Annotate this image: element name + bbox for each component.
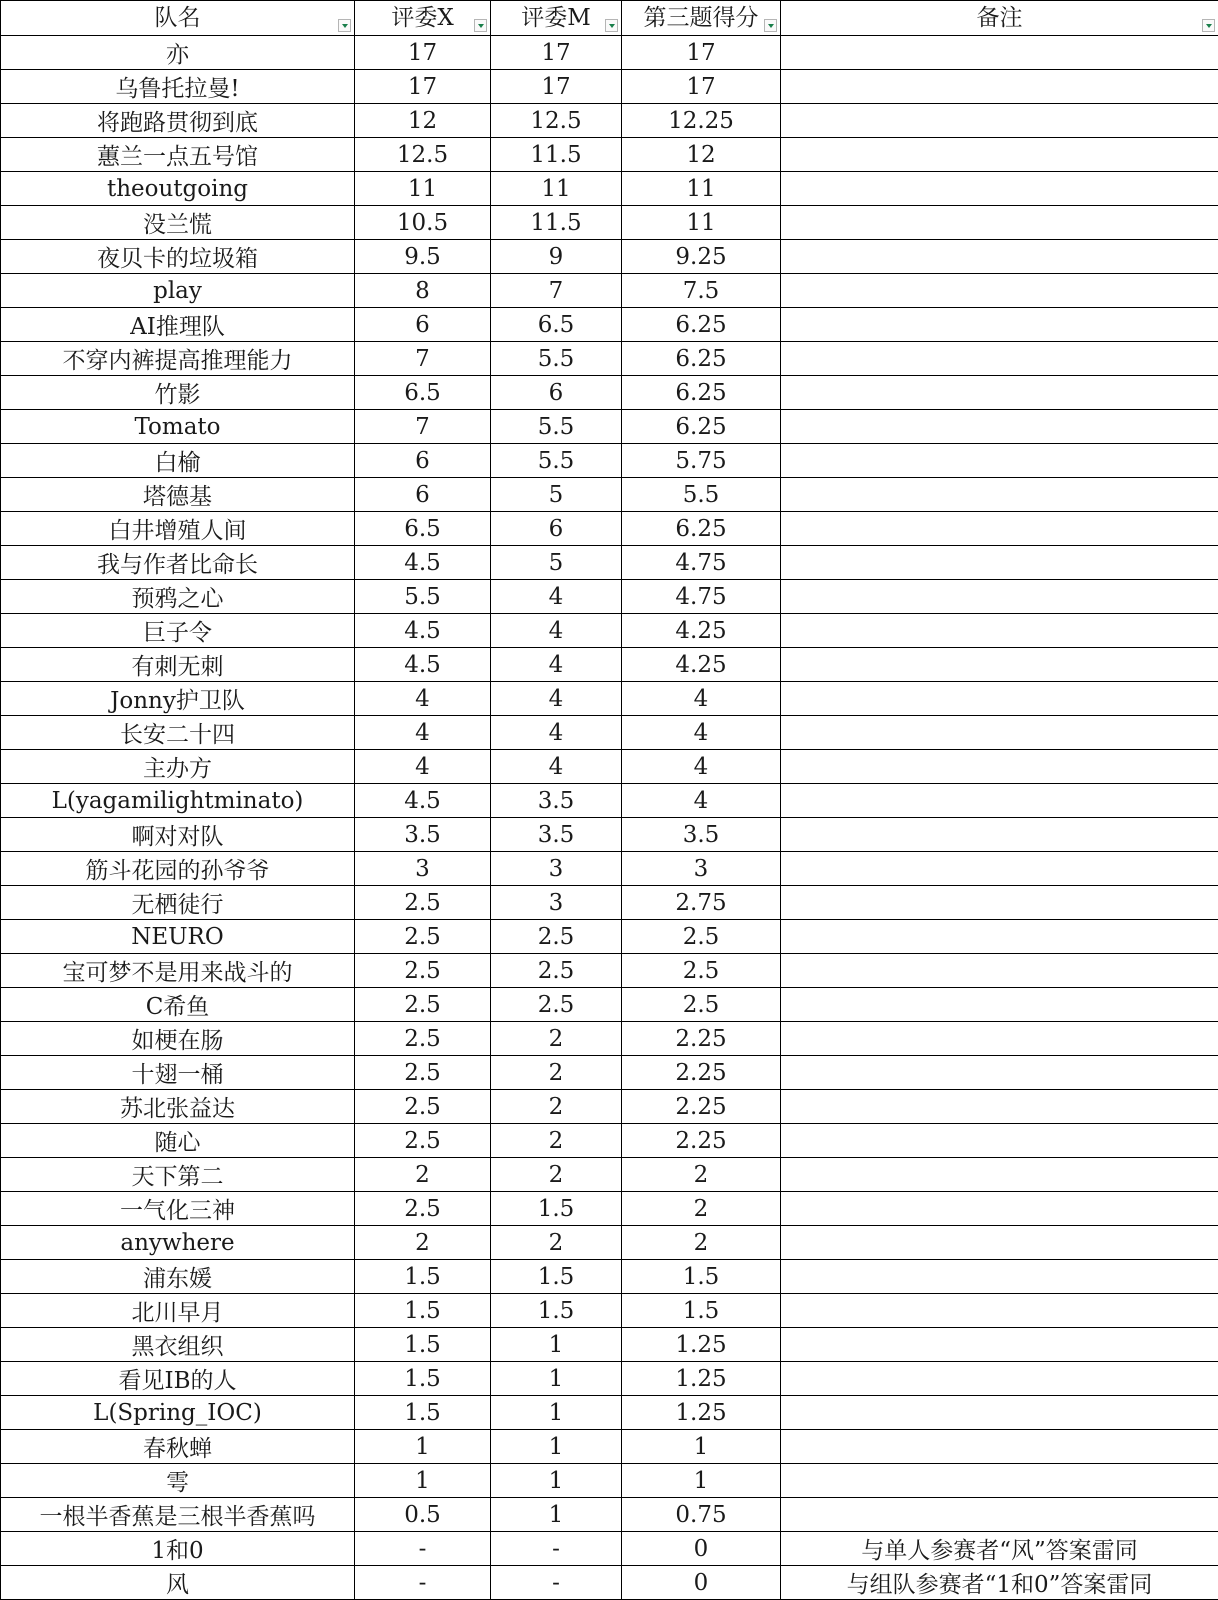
score-cell[interactable]: 2.25: [622, 1022, 781, 1056]
note-cell[interactable]: [781, 444, 1218, 478]
filter-dropdown-icon[interactable]: [338, 19, 351, 32]
note-cell[interactable]: [781, 1498, 1218, 1532]
table-row: [1, 36, 1218, 70]
table-row: [1, 682, 1218, 716]
score-cell[interactable]: 7.5: [622, 274, 781, 308]
note-cell[interactable]: [781, 342, 1218, 376]
note-cell[interactable]: [781, 138, 1218, 172]
table-row: [1, 1158, 1218, 1192]
score-cell[interactable]: 2: [622, 1192, 781, 1226]
table-row: [1, 478, 1218, 512]
table-row: [1, 1396, 1218, 1430]
judge-x-cell[interactable]: 1.5: [355, 1294, 491, 1328]
table-row: [1, 376, 1218, 410]
judge-m-cell[interactable]: 3.5: [491, 818, 622, 852]
note-cell[interactable]: [781, 1124, 1218, 1158]
score-cell[interactable]: 2: [622, 1158, 781, 1192]
judge-m-cell[interactable]: 6: [491, 376, 622, 410]
table-row: [1, 852, 1218, 886]
note-cell[interactable]: [781, 546, 1218, 580]
note-cell[interactable]: [781, 478, 1218, 512]
note-cell[interactable]: [781, 206, 1218, 240]
table-row: [1, 1294, 1218, 1328]
score-cell[interactable]: 2.25: [622, 1056, 781, 1090]
note-cell[interactable]: 与组队参赛者“1和0”答案雷同: [781, 1566, 1218, 1600]
score-cell[interactable]: 2.75: [622, 886, 781, 920]
judge-m-cell[interactable]: 4: [491, 716, 622, 750]
judge-x-cell[interactable]: 1.5: [355, 1396, 491, 1430]
judge-m-cell[interactable]: 9: [491, 240, 622, 274]
note-cell[interactable]: [781, 988, 1218, 1022]
table-row: [1, 648, 1218, 682]
header-judge-x: [355, 1, 491, 36]
note-cell[interactable]: [781, 376, 1218, 410]
table-row: [1, 750, 1218, 784]
score-cell[interactable]: 9.25: [622, 240, 781, 274]
header-score: [622, 1, 781, 36]
judge-m-cell[interactable]: 6.5: [491, 308, 622, 342]
judge-m-cell[interactable]: 2: [491, 1226, 622, 1260]
team-cell[interactable]: C希鱼: [1, 988, 355, 1022]
note-cell[interactable]: [781, 1464, 1218, 1498]
score-cell[interactable]: 6.25: [622, 342, 781, 376]
table-row: [1, 784, 1218, 818]
judge-m-cell[interactable]: 1: [491, 1498, 622, 1532]
table-row: [1, 274, 1218, 308]
score-cell[interactable]: 4: [622, 750, 781, 784]
score-cell[interactable]: 2: [622, 1226, 781, 1260]
filter-dropdown-icon[interactable]: [764, 19, 777, 32]
table-row: [1, 70, 1218, 104]
judge-m-cell[interactable]: 4: [491, 648, 622, 682]
judge-m-cell[interactable]: 1.5: [491, 1260, 622, 1294]
judge-m-cell[interactable]: 3: [491, 852, 622, 886]
judge-x-cell[interactable]: 12: [355, 104, 491, 138]
note-cell[interactable]: [781, 852, 1218, 886]
table-row: [1, 1022, 1218, 1056]
score-cell[interactable]: 1.25: [622, 1396, 781, 1430]
score-cell[interactable]: 4.75: [622, 580, 781, 614]
judge-x-cell[interactable]: -: [355, 1566, 491, 1600]
team-cell[interactable]: 塔德基: [1, 478, 355, 512]
note-cell[interactable]: [781, 308, 1218, 342]
judge-x-cell[interactable]: 2.5: [355, 1022, 491, 1056]
team-cell[interactable]: 随心: [1, 1124, 355, 1158]
judge-x-cell[interactable]: 2.5: [355, 1124, 491, 1158]
score-cell[interactable]: 11: [622, 172, 781, 206]
score-cell[interactable]: 3: [622, 852, 781, 886]
note-cell[interactable]: [781, 1362, 1218, 1396]
header-judge-m-label: 评委M: [521, 1, 591, 35]
judge-x-cell[interactable]: 4: [355, 716, 491, 750]
score-cell[interactable]: 3.5: [622, 818, 781, 852]
score-cell[interactable]: 1.25: [622, 1328, 781, 1362]
score-cell[interactable]: 4: [622, 716, 781, 750]
team-cell[interactable]: 竹影: [1, 376, 355, 410]
note-cell[interactable]: [781, 104, 1218, 138]
header-row: [1, 1, 1218, 36]
score-cell[interactable]: 6.25: [622, 376, 781, 410]
score-cell[interactable]: 12: [622, 138, 781, 172]
team-cell[interactable]: 白榆: [1, 444, 355, 478]
team-cell[interactable]: 白井增殖人间: [1, 512, 355, 546]
note-cell[interactable]: [781, 274, 1218, 308]
team-cell[interactable]: 雩: [1, 1464, 355, 1498]
note-cell[interactable]: [781, 920, 1218, 954]
team-cell[interactable]: 浦东媛: [1, 1260, 355, 1294]
judge-x-cell[interactable]: 7: [355, 410, 491, 444]
judge-x-cell[interactable]: 0.5: [355, 1498, 491, 1532]
judge-x-cell[interactable]: 11: [355, 172, 491, 206]
filter-dropdown-icon[interactable]: [1202, 19, 1215, 32]
judge-m-cell[interactable]: 3: [491, 886, 622, 920]
table-row: [1, 886, 1218, 920]
judge-m-cell[interactable]: 2: [491, 1056, 622, 1090]
judge-m-cell[interactable]: 4: [491, 580, 622, 614]
judge-m-cell[interactable]: 2: [491, 1158, 622, 1192]
note-cell[interactable]: [781, 1022, 1218, 1056]
judge-x-cell[interactable]: 2.5: [355, 1090, 491, 1124]
judge-x-cell[interactable]: 7: [355, 342, 491, 376]
score-cell[interactable]: 5.5: [622, 478, 781, 512]
judge-x-cell[interactable]: 2: [355, 1158, 491, 1192]
judge-x-cell[interactable]: 1.5: [355, 1260, 491, 1294]
header-note: [781, 1, 1218, 36]
team-cell[interactable]: 没兰慌: [1, 206, 355, 240]
table-row: [1, 1430, 1218, 1464]
score-cell[interactable]: 4.25: [622, 648, 781, 682]
note-cell[interactable]: [781, 750, 1218, 784]
judge-m-cell[interactable]: 5: [491, 478, 622, 512]
score-cell[interactable]: 1: [622, 1464, 781, 1498]
table-row: [1, 614, 1218, 648]
table-row: [1, 1362, 1218, 1396]
note-cell[interactable]: [781, 1192, 1218, 1226]
table-row: [1, 1192, 1218, 1226]
team-cell[interactable]: 如梗在肠: [1, 1022, 355, 1056]
team-cell[interactable]: 主办方: [1, 750, 355, 784]
judge-m-cell[interactable]: 1: [491, 1362, 622, 1396]
score-cell[interactable]: 17: [622, 70, 781, 104]
judge-m-cell[interactable]: 1: [491, 1396, 622, 1430]
judge-x-cell[interactable]: 4: [355, 750, 491, 784]
table-row: [1, 1090, 1218, 1124]
judge-m-cell[interactable]: 1: [491, 1430, 622, 1464]
score-cell[interactable]: 4.25: [622, 614, 781, 648]
judge-x-cell[interactable]: 6: [355, 308, 491, 342]
team-cell[interactable]: AI推理队: [1, 308, 355, 342]
note-cell[interactable]: [781, 784, 1218, 818]
score-cell[interactable]: 0: [622, 1566, 781, 1600]
note-cell[interactable]: [781, 70, 1218, 104]
note-cell[interactable]: [781, 1226, 1218, 1260]
note-cell[interactable]: [781, 1260, 1218, 1294]
team-cell[interactable]: 有刺无刺: [1, 648, 355, 682]
score-cell[interactable]: 1.5: [622, 1260, 781, 1294]
team-cell[interactable]: Tomato: [1, 410, 355, 444]
table-body: [1, 36, 1218, 1600]
note-cell[interactable]: [781, 954, 1218, 988]
judge-x-cell[interactable]: 6.5: [355, 376, 491, 410]
team-cell[interactable]: 预鸦之心: [1, 580, 355, 614]
team-cell[interactable]: 将跑路贯彻到底: [1, 104, 355, 138]
judge-m-cell[interactable]: 1.5: [491, 1294, 622, 1328]
table-row: [1, 920, 1218, 954]
judge-x-cell[interactable]: 3: [355, 852, 491, 886]
judge-m-cell[interactable]: -: [491, 1566, 622, 1600]
note-cell[interactable]: [781, 682, 1218, 716]
table-row: [1, 104, 1218, 138]
judge-m-cell[interactable]: 1: [491, 1328, 622, 1362]
score-cell[interactable]: 12.25: [622, 104, 781, 138]
judge-x-cell[interactable]: 10.5: [355, 206, 491, 240]
judge-x-cell[interactable]: 1: [355, 1430, 491, 1464]
judge-x-cell[interactable]: 2.5: [355, 954, 491, 988]
table-row: [1, 206, 1218, 240]
team-cell[interactable]: 乌鲁托拉曼!: [1, 70, 355, 104]
table-row: [1, 988, 1218, 1022]
header-team: [1, 1, 355, 36]
table-row: [1, 444, 1218, 478]
team-cell[interactable]: 巨子令: [1, 614, 355, 648]
judge-m-cell[interactable]: 12.5: [491, 104, 622, 138]
score-cell[interactable]: 4: [622, 784, 781, 818]
table-row: [1, 308, 1218, 342]
score-cell[interactable]: 0: [622, 1532, 781, 1566]
team-cell[interactable]: 蕙兰一点五号馆: [1, 138, 355, 172]
score-cell[interactable]: 6.25: [622, 308, 781, 342]
note-cell[interactable]: 与单人参赛者“风”答案雷同: [781, 1532, 1218, 1566]
table-row: [1, 512, 1218, 546]
score-cell[interactable]: 0.75: [622, 1498, 781, 1532]
header-judge-x-label: 评委X: [391, 1, 453, 35]
judge-x-cell[interactable]: 12.5: [355, 138, 491, 172]
score-cell[interactable]: 4.75: [622, 546, 781, 580]
judge-m-cell[interactable]: -: [491, 1532, 622, 1566]
table-row: [1, 954, 1218, 988]
judge-x-cell[interactable]: 4.5: [355, 648, 491, 682]
judge-m-cell[interactable]: 5: [491, 546, 622, 580]
note-cell[interactable]: [781, 886, 1218, 920]
judge-x-cell[interactable]: 2.5: [355, 886, 491, 920]
judge-x-cell[interactable]: 2: [355, 1226, 491, 1260]
judge-m-cell[interactable]: 2: [491, 1022, 622, 1056]
note-cell[interactable]: [781, 1090, 1218, 1124]
judge-x-cell[interactable]: 2.5: [355, 1192, 491, 1226]
judge-m-cell[interactable]: 4: [491, 614, 622, 648]
judge-x-cell[interactable]: -: [355, 1532, 491, 1566]
team-cell[interactable]: L(Spring_IOC): [1, 1396, 355, 1430]
score-cell[interactable]: 1: [622, 1430, 781, 1464]
team-cell[interactable]: play: [1, 274, 355, 308]
team-cell[interactable]: 长安二十四: [1, 716, 355, 750]
judge-m-cell[interactable]: 2.5: [491, 954, 622, 988]
table-row: [1, 240, 1218, 274]
judge-m-cell[interactable]: 7: [491, 274, 622, 308]
note-cell[interactable]: [781, 240, 1218, 274]
judge-x-cell[interactable]: 6.5: [355, 512, 491, 546]
judge-m-cell[interactable]: 3.5: [491, 784, 622, 818]
team-cell[interactable]: 夜贝卡的垃圾箱: [1, 240, 355, 274]
judge-m-cell[interactable]: 11: [491, 172, 622, 206]
judge-x-cell[interactable]: 17: [355, 70, 491, 104]
header-note-label: 备注: [977, 1, 1023, 35]
team-cell[interactable]: 苏北张益达: [1, 1090, 355, 1124]
filter-dropdown-icon[interactable]: [605, 19, 618, 32]
team-cell[interactable]: 无栖徒行: [1, 886, 355, 920]
table-row: [1, 580, 1218, 614]
table-row: [1, 1498, 1218, 1532]
note-cell[interactable]: [781, 1158, 1218, 1192]
judge-x-cell[interactable]: 4.5: [355, 614, 491, 648]
team-cell[interactable]: 筋斗花园的孙爷爷: [1, 852, 355, 886]
judge-m-cell[interactable]: 2.5: [491, 988, 622, 1022]
team-cell[interactable]: theoutgoing: [1, 172, 355, 206]
team-cell[interactable]: 天下第二: [1, 1158, 355, 1192]
team-cell[interactable]: 啊对对队: [1, 818, 355, 852]
table-row: [1, 138, 1218, 172]
team-cell[interactable]: 北川早月: [1, 1294, 355, 1328]
team-cell[interactable]: Jonny护卫队: [1, 682, 355, 716]
judge-m-cell[interactable]: 17: [491, 36, 622, 70]
score-cell[interactable]: 11: [622, 206, 781, 240]
header-judge-m: [491, 1, 622, 36]
score-cell[interactable]: 1.5: [622, 1294, 781, 1328]
table-row: [1, 716, 1218, 750]
note-cell[interactable]: [781, 36, 1218, 70]
judge-x-cell[interactable]: 4.5: [355, 546, 491, 580]
table-row: [1, 1464, 1218, 1498]
judge-m-cell[interactable]: 1.5: [491, 1192, 622, 1226]
judge-x-cell[interactable]: 3.5: [355, 818, 491, 852]
judge-x-cell[interactable]: 1.5: [355, 1362, 491, 1396]
judge-x-cell[interactable]: 2.5: [355, 1056, 491, 1090]
judge-m-cell[interactable]: 5.5: [491, 342, 622, 376]
judge-x-cell[interactable]: 5.5: [355, 580, 491, 614]
team-cell[interactable]: 一根半香蕉是三根半香蕉吗: [1, 1498, 355, 1532]
judge-m-cell[interactable]: 2: [491, 1090, 622, 1124]
team-cell[interactable]: NEURO: [1, 920, 355, 954]
team-cell[interactable]: 宝可梦不是用来战斗的: [1, 954, 355, 988]
table-row: [1, 1260, 1218, 1294]
note-cell[interactable]: [781, 1056, 1218, 1090]
judge-m-cell[interactable]: 11.5: [491, 138, 622, 172]
note-cell[interactable]: [781, 1396, 1218, 1430]
table-row: [1, 1532, 1218, 1566]
judge-m-cell[interactable]: 4: [491, 750, 622, 784]
score-cell[interactable]: 2.5: [622, 954, 781, 988]
table-row: [1, 410, 1218, 444]
note-cell[interactable]: [781, 172, 1218, 206]
score-cell[interactable]: 6.25: [622, 410, 781, 444]
score-cell[interactable]: 2.5: [622, 988, 781, 1022]
judge-x-cell[interactable]: 2.5: [355, 988, 491, 1022]
score-cell[interactable]: 17: [622, 36, 781, 70]
judge-x-cell[interactable]: 17: [355, 36, 491, 70]
judge-x-cell[interactable]: 6: [355, 478, 491, 512]
filter-dropdown-icon[interactable]: [474, 19, 487, 32]
team-cell[interactable]: 亦: [1, 36, 355, 70]
note-cell[interactable]: [781, 648, 1218, 682]
judge-x-cell[interactable]: 8: [355, 274, 491, 308]
table-row: [1, 818, 1218, 852]
judge-x-cell[interactable]: 2.5: [355, 920, 491, 954]
judge-m-cell[interactable]: 5.5: [491, 410, 622, 444]
team-cell[interactable]: 1和0: [1, 1532, 355, 1566]
judge-m-cell[interactable]: 1: [491, 1464, 622, 1498]
judge-m-cell[interactable]: 2.5: [491, 920, 622, 954]
table-row: [1, 1124, 1218, 1158]
note-cell[interactable]: [781, 512, 1218, 546]
judge-x-cell[interactable]: 4.5: [355, 784, 491, 818]
score-cell[interactable]: 5.75: [622, 444, 781, 478]
note-cell[interactable]: [781, 716, 1218, 750]
header-score-label: 第三题得分: [644, 1, 759, 35]
team-cell[interactable]: 一气化三神: [1, 1192, 355, 1226]
score-cell[interactable]: 4: [622, 682, 781, 716]
team-cell[interactable]: anywhere: [1, 1226, 355, 1260]
judge-x-cell[interactable]: 6: [355, 444, 491, 478]
team-cell[interactable]: L(yagamilightminato): [1, 784, 355, 818]
team-cell[interactable]: 看见IB的人: [1, 1362, 355, 1396]
judge-m-cell[interactable]: 6: [491, 512, 622, 546]
note-cell[interactable]: [781, 818, 1218, 852]
judge-m-cell[interactable]: 11.5: [491, 206, 622, 240]
note-cell[interactable]: [781, 410, 1218, 444]
table-row: [1, 1226, 1218, 1260]
table-row: [1, 172, 1218, 206]
judge-x-cell[interactable]: 9.5: [355, 240, 491, 274]
team-cell[interactable]: 风: [1, 1566, 355, 1600]
score-cell[interactable]: 2.25: [622, 1090, 781, 1124]
judge-x-cell[interactable]: 1.5: [355, 1328, 491, 1362]
judge-x-cell[interactable]: 1: [355, 1464, 491, 1498]
score-cell[interactable]: 1.25: [622, 1362, 781, 1396]
team-cell[interactable]: 不穿内裤提高推理能力: [1, 342, 355, 376]
judge-m-cell[interactable]: 5.5: [491, 444, 622, 478]
team-cell[interactable]: 我与作者比命长: [1, 546, 355, 580]
note-cell[interactable]: [781, 1430, 1218, 1464]
note-cell[interactable]: [781, 580, 1218, 614]
note-cell[interactable]: [781, 1294, 1218, 1328]
note-cell[interactable]: [781, 614, 1218, 648]
score-cell[interactable]: 2.25: [622, 1124, 781, 1158]
table-row: [1, 1566, 1218, 1600]
header-team-label: 队名: [155, 1, 201, 35]
table-row: [1, 1056, 1218, 1090]
table-row: [1, 342, 1218, 376]
judge-m-cell[interactable]: 4: [491, 682, 622, 716]
judge-x-cell[interactable]: 4: [355, 682, 491, 716]
note-cell[interactable]: [781, 1328, 1218, 1362]
judge-m-cell[interactable]: 17: [491, 70, 622, 104]
table-row: [1, 1328, 1218, 1362]
team-cell[interactable]: 春秋蝉: [1, 1430, 355, 1464]
score-cell[interactable]: 6.25: [622, 512, 781, 546]
table-row: [1, 546, 1218, 580]
team-cell[interactable]: 十翅一桶: [1, 1056, 355, 1090]
judge-m-cell[interactable]: 2: [491, 1124, 622, 1158]
score-cell[interactable]: 2.5: [622, 920, 781, 954]
team-cell[interactable]: 黑衣组织: [1, 1328, 355, 1362]
